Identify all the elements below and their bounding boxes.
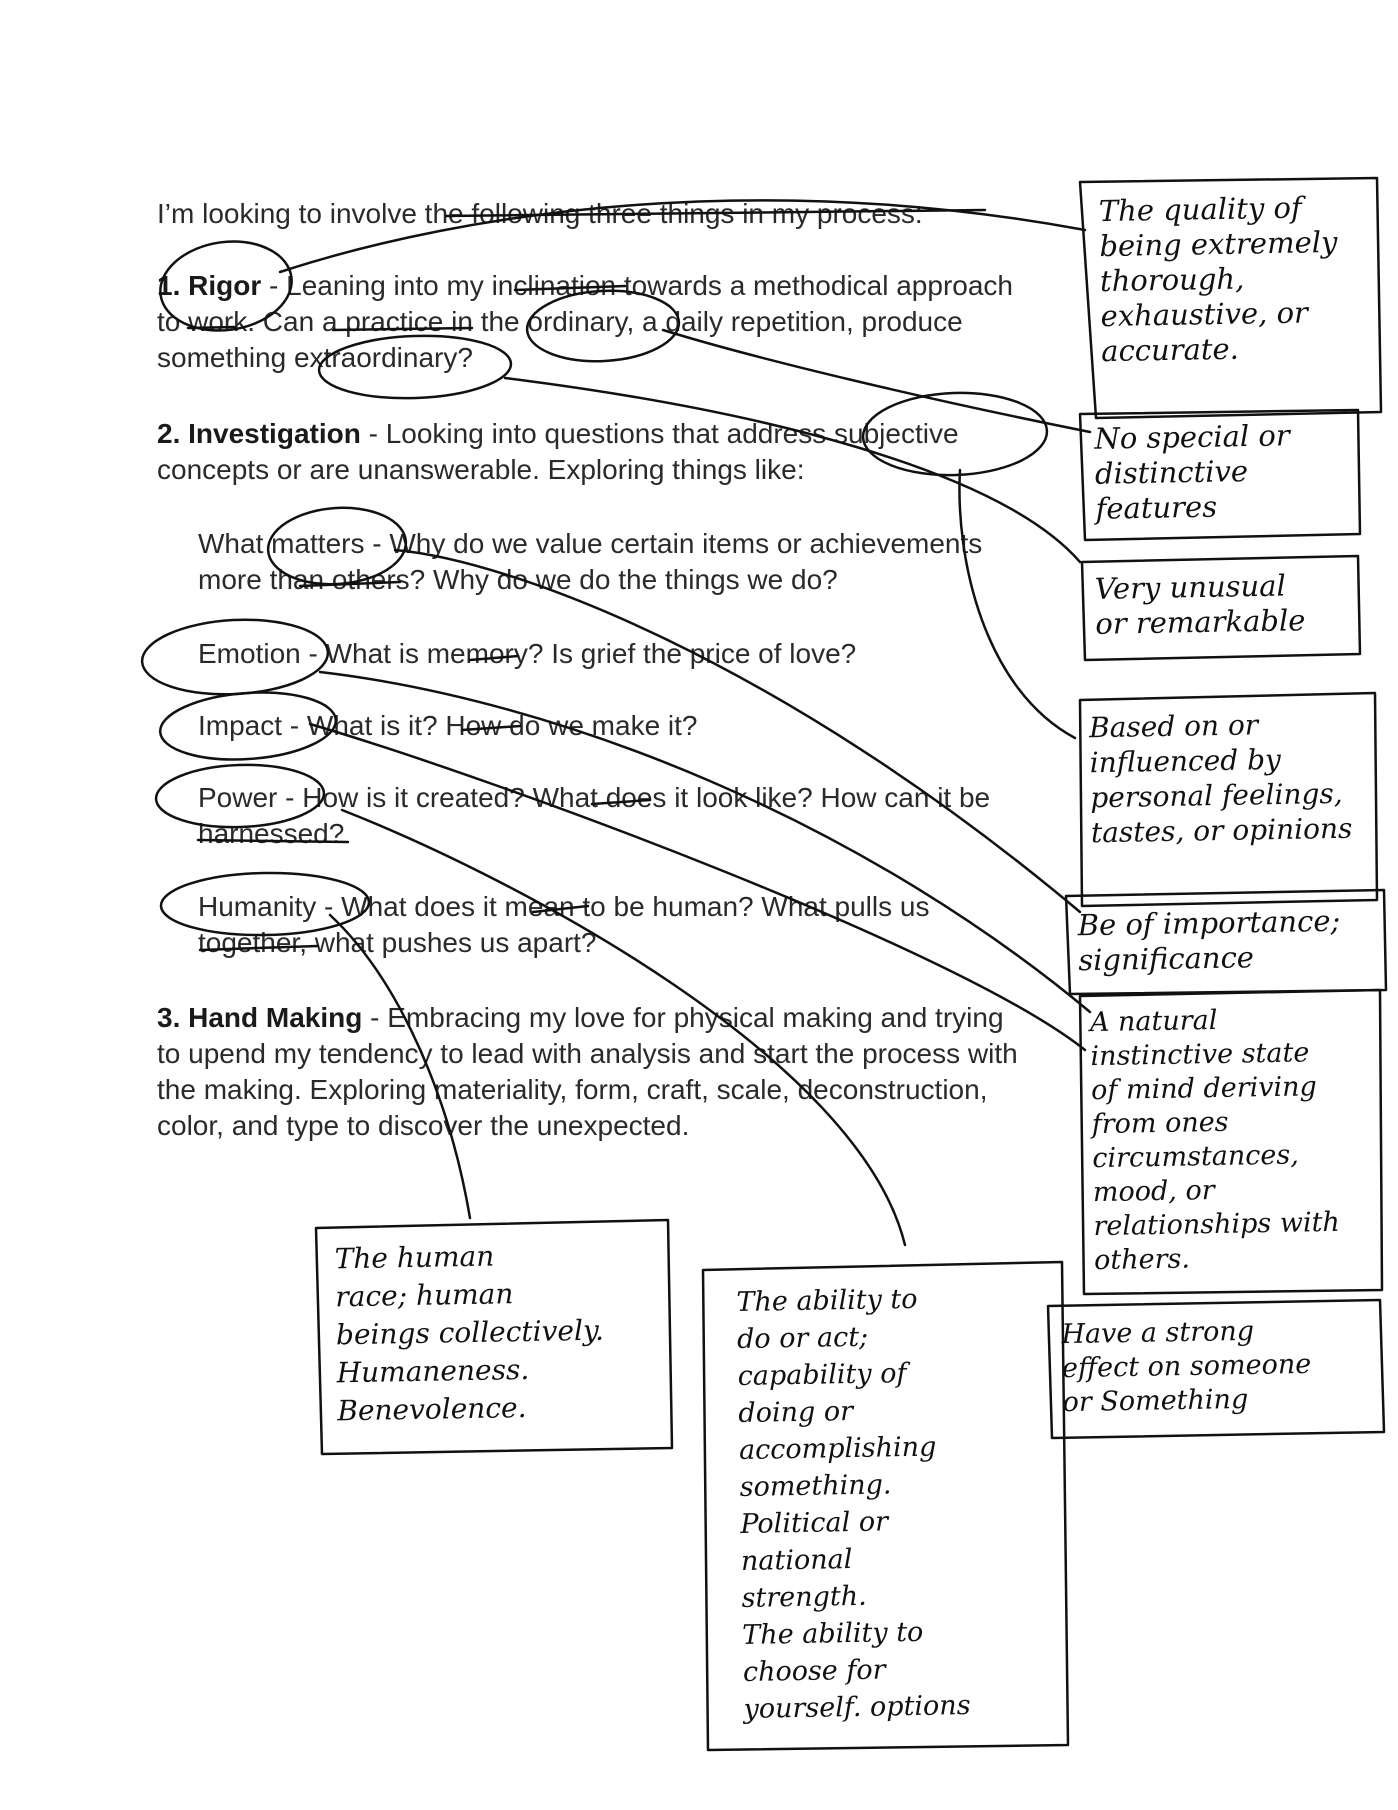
- note-extraordinary-definition: Very unusual or remarkable: [1094, 568, 1306, 641]
- section-text-line: the making. Exploring materiality, form, craft, scale, deconstruction,: [157, 1074, 988, 1105]
- section-text-line: concepts or are unanswerable. Exploring things like:: [157, 454, 805, 485]
- item-text-line: together, what pushes us apart?: [198, 927, 597, 958]
- note-humanity-definition: The human race; human beings collectively. Humaneness. Benevolence.: [334, 1239, 605, 1428]
- section-investigation: [157, 416, 1097, 488]
- note-subjective-definition: Based on or influenced by personal feelings, tastes, or opinions: [1088, 708, 1353, 850]
- section-heading: 1. Rigor: [157, 270, 262, 301]
- section-text-line: to upend my tendency to lead with analysis and start the process with: [157, 1038, 1018, 1069]
- section-text-line: something extraordinary?: [157, 342, 473, 373]
- item-humanity: [198, 889, 1098, 961]
- item-text-line: harnessed?: [198, 818, 345, 849]
- section-heading: 3. Hand Making: [157, 1002, 363, 1033]
- note-rigor-definition: The quality of being extremely thorough, exhaustive, or accurate.: [1098, 190, 1338, 369]
- item-text-line: more than others? Why do we do the things we do?: [198, 564, 838, 595]
- item-text-line: What matters - Why do we value certain items or achievements: [198, 528, 983, 559]
- item-text-line: Power - How is it created? What does it look like? How can it be: [198, 782, 991, 813]
- section-text-line: - Looking into questions that address subjective: [360, 418, 959, 449]
- section-text-line: to work. Can a practice in the ordinary, a daily repetition, produce: [157, 306, 963, 337]
- note-emotion-definition: A natural instinctive state of mind deriving from ones circumstances, mood, or relationships with others.: [1089, 1004, 1341, 1277]
- item-power: [198, 780, 1098, 852]
- intro-text: I’m looking to involve the following three things in my process:: [157, 198, 923, 229]
- item-emotion: [198, 636, 1098, 672]
- section-text-line: color, and type to discover the unexpected.: [157, 1110, 690, 1141]
- item-text-line: Emotion - What is memory? Is grief the price of love?: [198, 638, 857, 669]
- item-what-matters: [198, 526, 1098, 598]
- note-impact-definition: Have a strong effect on someone or Something: [1061, 1315, 1312, 1419]
- section-text-line: - Embracing my love for physical making and trying: [362, 1002, 1004, 1033]
- item-text-line: Impact - What is it? How do we make it?: [198, 710, 698, 741]
- note-power-definition: The ability to do or act; capability of doing or accomplishing something. Political or national strength. The ability to choose for yourself. options: [736, 1283, 971, 1725]
- item-impact: [198, 708, 1098, 744]
- section-heading: 2. Investigation: [157, 418, 361, 449]
- note-ordinary-definition: No special or distinctive features: [1094, 418, 1290, 526]
- item-text-line: Humanity - What does it mean to be human? What pulls us: [198, 891, 930, 922]
- note-matters-definition: Be of importance; significance: [1077, 903, 1341, 978]
- section-text-line: - Leaning into my inclination towards a methodical approach: [261, 270, 1013, 301]
- section-hand-making: [157, 1000, 1097, 1144]
- section-rigor: [157, 268, 1097, 376]
